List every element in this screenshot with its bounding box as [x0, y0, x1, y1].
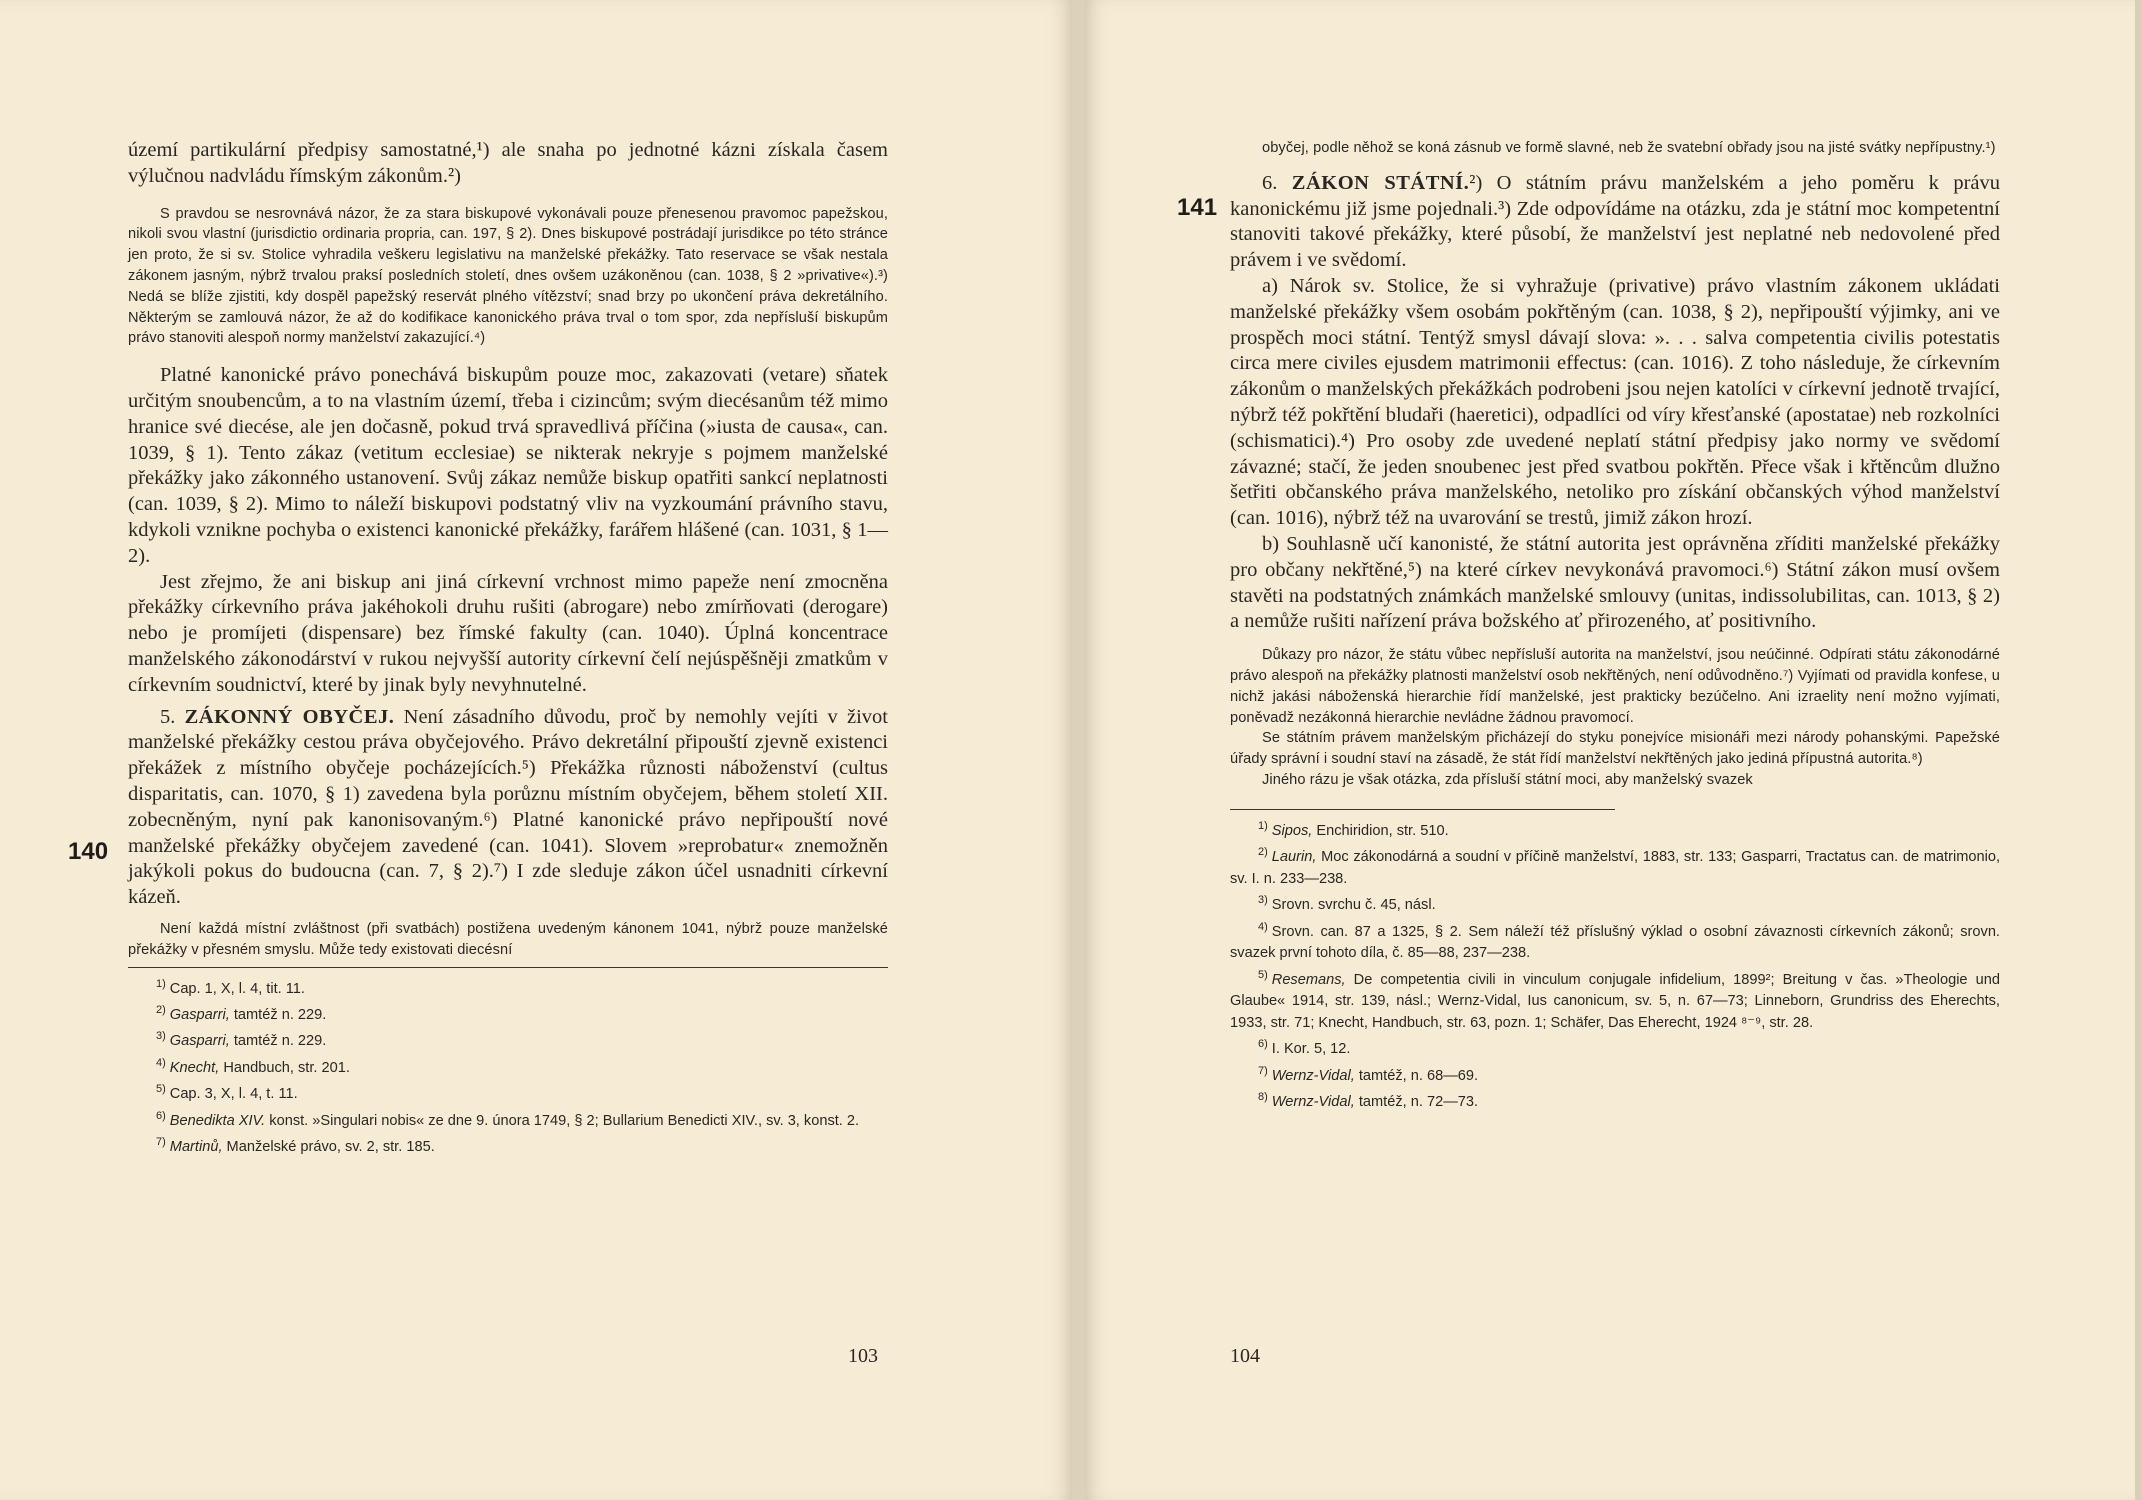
section-5-text: Není zásadního důvodu, proč by nemohly vejíti v život manželské překážky cestou práva obyčejového. Právo dekretální připouští zjevně existenci překážek z místního obyčeje pocházejících.⁵) Překážka různosti náboženství (cultus disparitatis, can. 1070, § 1) zavedena byla porůznu místním obyčejem, během století XII. zobecněným, nyní pak kanonisovaným.⁶) Platné kanonické právo nepřipouští nové manželské překážky obyčejem zavedené (can. 1041). Slovem »reprobatur« znemožněn jakýkoli pokus do budoucna (can. 7, § 2).⁷) I zde sleduje zákon účel usnadniti církevní kázeň. — [128, 705, 888, 909]
right-footnotes — [1230, 816, 2000, 1114]
section-5-number: 5. — [160, 705, 176, 728]
left-footnotes — [128, 974, 888, 1159]
right-footnote-3: $^{3)}$ Srovn. svrchu č. 45, násl. — [1258, 894, 1436, 914]
right-paragraph-b: b) Souhlasně učí kanonisté, že státní autorita jest oprávněna zříditi manželské překážky pro občany nekřtěné,⁵) na které církev nevykonává pravomoci.⁶) Státní zákon musí ovšem stavěti na podstatných známkách manželské smlouvy (unitas, indissolubilitas, can. 1013, § 2) a nemůže rušiti nařízení práva božského ať přirozeného, ať positivního. — [1230, 532, 2000, 633]
section-6-number: 6. — [1262, 171, 1278, 194]
book-gutter — [1072, 0, 1085, 1500]
left-footnote-4: $^{4)}$ Knecht, Handbuch, str. 201. — [156, 1056, 350, 1076]
left-small-paragraph-2: Není každá místní zvláštnost (při svatbách) postižena uvedeným kánonem 1041, nýbrž pouze manželské překážky v přesném smyslu. Může tedy existovati diecésní — [128, 920, 888, 958]
right-intro-small: obyčej, podle něhož se koná zásnub ve formě slavné, neb že svatební obřady jsou na jisté svátky nepřípustny.¹) — [1262, 140, 1996, 156]
right-text-column — [1230, 138, 2000, 1114]
left-footnote-6: $^{6)}$ Benedikta XIV. konst. »Singulari nobis« ze dne 9. února 1749, § 2; Bullarium Benedicti XIV., sv. 3, konst. 2. — [156, 1109, 860, 1129]
right-page — [1085, 0, 2141, 1500]
left-page-number: 103 — [848, 1345, 878, 1367]
right-page-number: 104 — [1230, 1345, 1260, 1367]
right-footnote-2: $^{2)}$ Laurin, Moc zákonodárná a soudní v příčině manželství, 1883, str. 133; Gasparri, Tractatus can. de matrimonio, sv. I. n. 233—238. — [1230, 846, 2000, 887]
book-edge — [2135, 0, 2141, 1500]
right-marginal-number: 141 — [1177, 194, 1218, 221]
right-footnote-6: $^{6)}$ I. Kor. 5, 12. — [1258, 1038, 1351, 1058]
left-marginal-number: 140 — [68, 838, 109, 865]
right-footnote-7: $^{7)}$ Wernz-Vidal, tamtéž, n. 68—69. — [1258, 1064, 1479, 1084]
right-footnote-5: $^{5)}$ Resemans, De competentia civili in vinculum conjugale infidelium, 1899²; Breitung v čas. »Theologie und Glaube« 1914, str. 139, násl.; Wernz-Vidal, Ius canonicum, sv. 5, n. 67—73; Linneborn, Grundriss des Eherechts, 1933, str. 71; Knecht, Handbuch, str. 63, pozn. 1; Schäfer, Das Eherecht, 1924 ⁸⁻⁹, str. 28. — [1230, 968, 2000, 1031]
right-footnote-rule — [1230, 809, 1615, 810]
right-footnote-8: $^{8)}$ Wernz-Vidal, tamtéž, n. 72—73. — [1258, 1091, 1479, 1111]
left-paragraph-1: Platné kanonické právo ponechává biskupům pouze moc, zakazovati (vetare) sňatek určitým snoubencům, a to na vlastním území, třeba i cizincům; svým diecésanům též mimo hranice své diecése, ale jen dočasně, pokud trvá spravedlivá příčina (»iusta de causa«, can. 1039, § 1). Tento zákaz (vetitum ecclesiae) se nikterak nekryje s pojmem manželské překážky jako zákonného ustanovení. Svůj zákaz nemůže biskup opatřiti sankcí neplatnosti (can. 1039, § 2). Mimo to náleží biskupovi podstatný vliv na vyzkoumání právního stavu, kdykoli vznikne pochyba o existenci kanonické překážky, farářem hlášené (can. 1031, § 1—2). — [128, 364, 888, 567]
left-footnote-5: $^{5)}$ Cap. 3, X, l. 4, t. 11. — [156, 1083, 298, 1103]
right-small-1: Důkazy pro názor, že státu vůbec nepřísluší autorita na manželství, jsou neúčinné. Odpírati státu zákonodárné právo alespoň na překážky platnosti manželství osob nekřtěných, není odůvodněno.⁷) Vyjímati od pravidla konfese, u nichž jakási náboženská hierarchie řídí manželské, jest prakticky bezúčelno. Ani izraelity není možno vyjímati, poněvadž nezákonná hierarchie nevládne žádnou pravomocí. — [1230, 647, 2000, 726]
left-paragraph-2: Jest zřejmo, že ani biskup ani jiná církevní vrchnost mimo papeže není zmocněna překážky církevního práva jakéhokoli druhu rušiti (abrogare) nebo zmírňovati (derogare) nebo je promíjeti (dispensare) bez římské fakulty (can. 1040). Úplná koncentrace manželského zákonodárství v rukou nejvyšší autority církevní čelí nejúspěšněji zmatkům v církevním soudnictví, které by jinak byly nevyhnutelné. — [128, 570, 888, 696]
left-footnote-rule — [128, 967, 888, 968]
section-5-title: ZÁKONNÝ OBYČEJ. — [184, 705, 395, 728]
left-footnote-2: $^{2)}$ Gasparri, tamtéž n. 229. — [156, 1003, 327, 1023]
left-intro: území partikulární předpisy samostatné,¹) ale snaha po jednotné kázni získala časem výlučnou nadvládu římským zákonům.²) — [128, 139, 888, 187]
left-footnote-1: $^{1)}$ Cap. 1, X, l. 4, tit. 11. — [156, 977, 305, 997]
left-footnote-3: $^{3)}$ Gasparri, tamtéž n. 229. — [156, 1030, 327, 1050]
left-small-paragraph: S pravdou se nesrovnává názor, že za stara biskupové vykonávali pouze přenesenou pravomoc papežskou, nikoli svou vlastní (jurisdictio ordinaria propria, can. 197, § 2). Dnes biskupové postrádají jurisdikce po této stránce jen proto, že si sv. Stolice vyhradila veškeru legislativu na manželské překážky. Tato reservace se však nestala zákonem jasným, nýbrž trvalou praksí posledních století, dnes ovšem uzákoněnou (can. 1038, § 2 »privative«).³) Nedá se blíže zjistiti, kdy dospěl papežský reservát plného vítězství; snad brzy po ukončení práva dekretálního. Některým se zamlouvá názor, že až do kodifikace kanonického práva trval o tom spor, zda nepřísluší biskupům právo stanoviti alespoň normy manželství zakazující.⁴) — [128, 205, 888, 347]
section-5-paragraph — [128, 705, 888, 911]
section-6-paragraph — [1230, 171, 2000, 274]
right-footnote-4: $^{4)}$ Srovn. can. 87 a 1325, § 2. Sem náleží též příslušný výklad o osobní závaznosti církevních zákonů; srovn. svazek první tohoto díla, č. 85—88, 237—238. — [1230, 920, 2000, 962]
left-footnote-7: $^{7)}$ Martinů, Manželské právo, sv. 2, str. 185. — [156, 1136, 435, 1156]
section-6-title: ZÁKON STÁTNÍ. — [1291, 171, 1470, 194]
right-small-3: Jiného rázu je však otázka, zda přísluší státní moci, aby manželský svazek — [1262, 771, 1753, 788]
right-paragraph-a: a) Nárok sv. Stolice, že si vyhražuje (privative) právo vlastním zákonem ukládati manželské překážky všem osobám pokřtěným (can. 1038, § 2), nepřipouští výjimky, ani ve prospěch moci státní. Tentýž smysl dávají slova: ». . . salva competentia civilis potestatis circa mere civiles ejusdem matrimonii effectus: (can. 1016). Z toho následuje, že církevním zákonům o manželských překážkách podrobeni jsou nejen katolíci v církevní jednotě trvající, nýbrž též pokřtění bludaři (haeretici), odpadlíci od víry křesťanské (apostatae) neb rozkolníci (schismatici).⁴) Pro osoby zde uvedené neplatí státní předpisy jako normy ve svědomí závazné; stačí, že jeden snoubenec jest před svatbou pokřtěn. Přece však i křtěncům dlužno šetřiti občanského práva manželského, netoliko pro získání občanských výhod manželství (can. 1016), nýbrž též na uvarování se trestů, jimiž zákon hrozí. — [1230, 274, 2000, 530]
right-footnote-1: $^{1)}$ Sipos, Enchiridion, str. 510. — [1258, 819, 1449, 839]
right-small-2: Se státním právem manželským přicházejí do styku ponejvíce misionáři mezi národy pohanskými. Papežské úřady správní i soudní staví na zásadě, že stát řídí manželství nekřtěných jako jediná přípustná autorita.⁸) — [1230, 730, 2000, 768]
left-text-column — [128, 138, 888, 1159]
section-6-text: ²) O státním právu manželském a jeho poměru k právu kanonickému již jsme pojednali.³) Zde odpovídáme na otázku, zda je státní moc kompetentní stanoviti takové překážky, které působí, že manželství jest neplatné neb nedovolené před právem i ve svědomí. — [1230, 171, 2000, 272]
